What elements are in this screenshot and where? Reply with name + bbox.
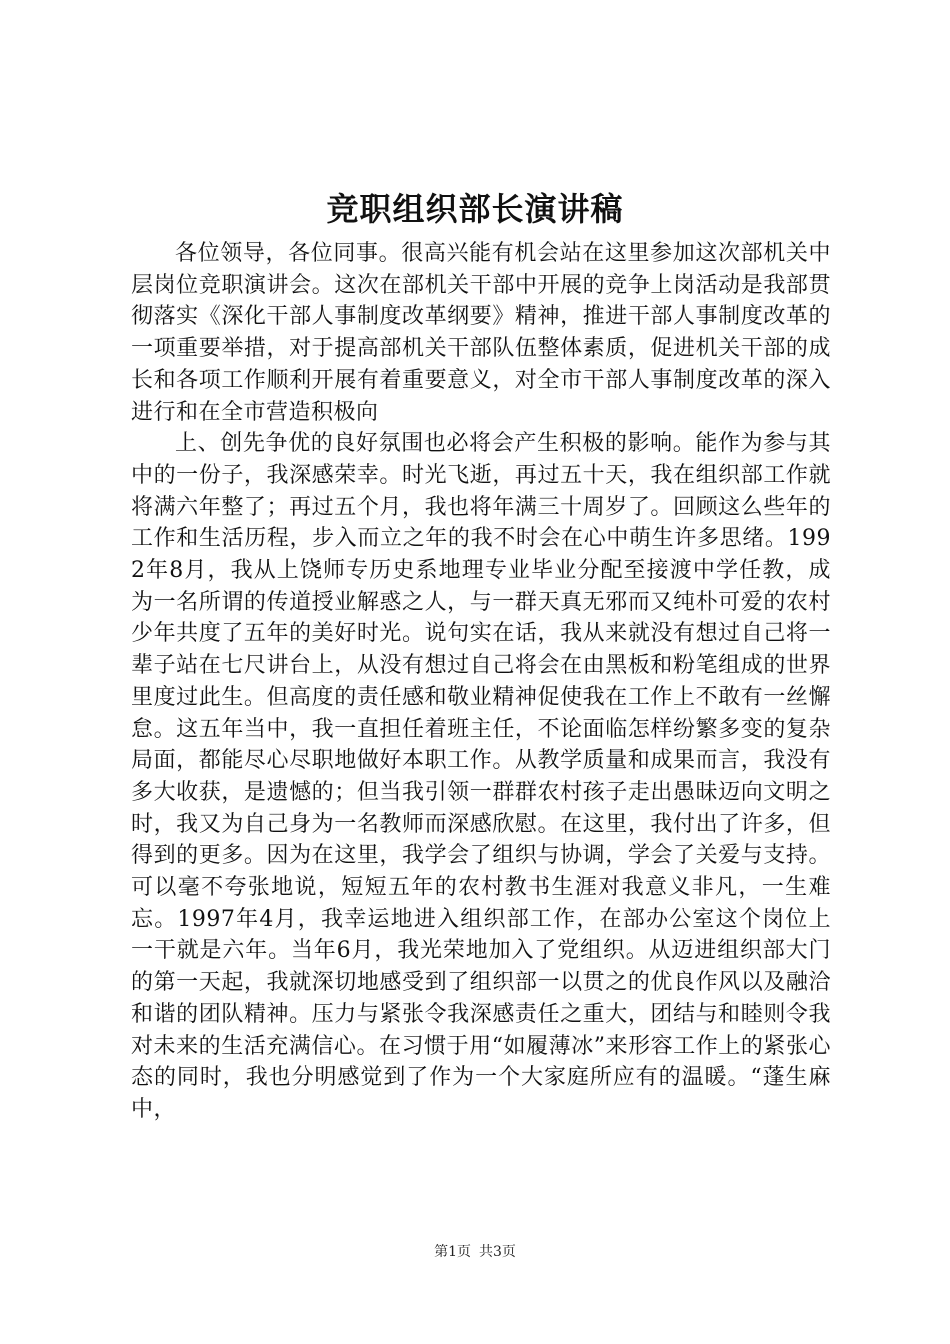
page-total: 共3页 — [479, 1244, 516, 1260]
document-title: 竞职组织部长演讲稿 — [326, 190, 624, 228]
page-footer — [0, 1242, 950, 1262]
paragraph-1: 各位领导，各位同事。很高兴能有机会站在这里参加这次部机关中层岗位竞职演讲会。这次在部机关干部中开展的竞争上岗活动是我部贯彻落实《深化干部人事制度改革纲要》精神，推进干部人事制度改革的一项重要举措，对于提高部机关干部队伍整体素质，促进机关干部的成长和各项工作顺利开展有着重要意义，对全市干部人事制度改革的深入进行和在全市营造积极向 — [131, 241, 831, 425]
paragraph-2: 上、创先争优的良好氛围也必将会产生积极的影响。能作为参与其中的一份子，我深感荣幸。时光飞逝，再过五十天，我在组织部工作就将满六年整了；再过五个月，我也将年满三十周岁了。回顾这么些年的工作和生活历程，步入而立之年的我不时会在心中萌生许多思绪。1992年8月，我从上饶师专历史系地理专业毕业分配至接渡中学任教，成为一名所谓的传道授业解惑之人，与一群天真无邪而又纯朴可爱的农村少年共度了五年的美好时光。说句实在话，我从来就没有想过自己将一辈子站在七尺讲台上，从没有想过自己将会在由黑板和粉笔组成的世界里度过此生。但高度的责任感和敬业精神促使我在工作上不敢有一丝懈怠。这五年当中，我一直担任着班主任，不论面临怎样纷繁多变的复杂局面，都能尽心尽职地做好本职工作。从教学质量和成果而言，我没有多大收获，是遗憾的；但当我引领一群群农村孩子走出愚昧迈向文明之时，我又为自己身为一名教师而深感欣慰。在这里，我付出了许多，但得到的更多。因为在这里，我学会了组织与协调，学会了关爱与支持。可以毫不夸张地说，短短五年的农村教书生涯对我意义非凡，一生难忘。1997年4月，我幸运地进入组织部工作，在部办公室这个岗位上一干就是六年。当年6月，我光荣地加入了党组织。从迈进组织部大门的第一天起，我就深切地感受到了组织部一以贯之的优良作风以及融洽和谐的团队精神。压力与紧张令我深感责任之重大，团结与和睦则令我对未来的生活充满信心。在习惯于用“如履薄冰”来形容工作上的紧张心态的同时，我也分明感觉到了作为一个大家庭所应有的温暖。“蓬生麻中， — [131, 431, 831, 1122]
document-body — [131, 238, 831, 1126]
page-number: 第1页 — [434, 1244, 471, 1260]
